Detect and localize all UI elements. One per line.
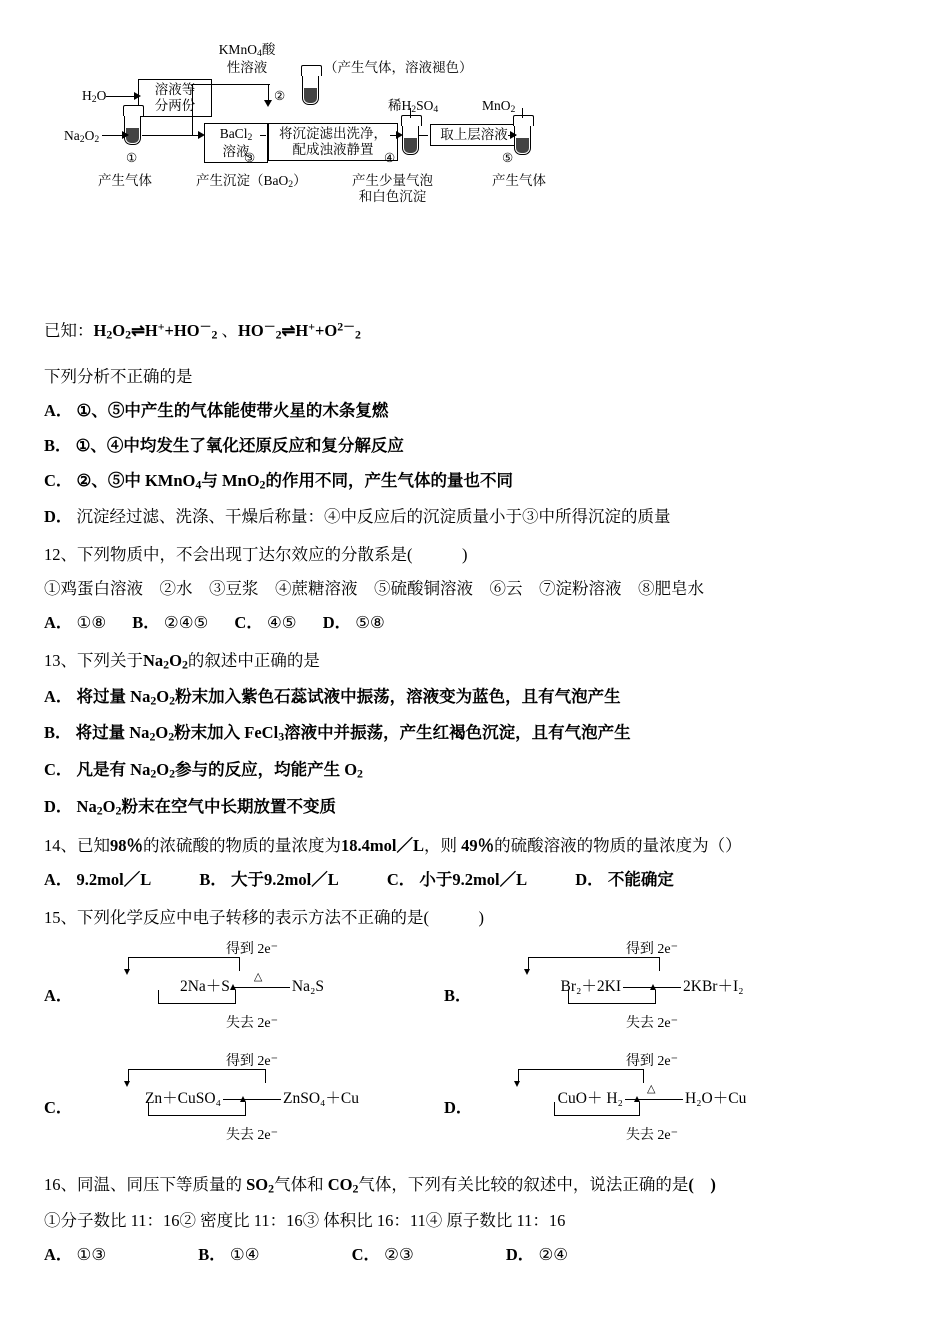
diagram-label-dilute-h2so4: 稀$H_2SO_4$ — [388, 98, 439, 116]
q13-option-c-key: C． — [44, 760, 73, 780]
q15-option-a-key: A． — [44, 986, 73, 1006]
question-13 — [44, 647, 906, 818]
q13-option-b — [44, 719, 906, 745]
q13-option-d-text: $Na_2O_2$粉末在空气中长期放置不变质 — [76, 796, 336, 818]
q11-option-c-key: C． — [44, 470, 73, 490]
q14-option-c-text: 小于9.2mol／L — [419, 870, 528, 890]
diagram-label-h2o: $H_2O$ — [82, 88, 107, 106]
q15-option-a-figure — [44, 938, 444, 1038]
known-equation: 已知：$H_2O_2\rightleftharpoons H^++HO^-_2$ 、$HO^-_2\rightleftharpoons H^++O^{2-}_2$ — [44, 319, 361, 342]
experiment-flow-diagram — [62, 38, 602, 303]
q12-options — [44, 609, 906, 633]
bracket — [148, 1102, 246, 1116]
diagram-box-bacl2: BaCl$_2$ 溶液 — [204, 123, 268, 163]
q15-a-lose-label: 失去 2e⁻ — [225, 1016, 279, 1032]
diagram-connector — [260, 135, 266, 136]
diagram-arrow — [134, 92, 141, 100]
diagram-box-take-upper: 取上层溶液 — [430, 124, 518, 146]
q11-option-a-text: ①、⑤中产生的气体能使带火星的木条复燃 — [76, 400, 389, 420]
bracket — [128, 1069, 266, 1083]
q11-option-d-text: 沉淀经过滤、洗涤、干燥后称量：④中反应后的沉淀质量小于③中所得沉淀的质量 — [76, 507, 671, 527]
q16-option-a-text: ①③ — [76, 1244, 107, 1264]
q12-option-d-key: D． — [322, 613, 352, 633]
q16-option-d-key: D． — [505, 1244, 535, 1264]
q13-option-c — [44, 756, 906, 782]
q13-option-a — [44, 683, 906, 709]
q14-option-c-key: C． — [386, 870, 416, 890]
q13-option-a-key: A． — [44, 686, 73, 706]
q11-option-c — [44, 467, 906, 493]
q15-option-c-figure — [44, 1050, 444, 1150]
q11-option-b-text: ①、④中均发生了氧化还原反应和复分解反应 — [75, 435, 404, 455]
q16-option-c-text: ②③ — [384, 1244, 414, 1264]
diagram-drop — [410, 108, 411, 118]
q15-d-equation: CuO＋ H₂ △ H₂O＋Cu — [472, 1086, 832, 1108]
q12-option-b-text: ②④⑤ — [163, 613, 209, 633]
question-14 — [44, 832, 906, 890]
q15-option-b-figure — [444, 938, 844, 1038]
bracket — [554, 1102, 640, 1116]
diagram-box-wash: 将沉淀滤出洗净， 配成浊液静置 — [268, 123, 398, 161]
q13-option-d — [44, 793, 906, 819]
diagram-connector — [192, 84, 270, 85]
document-content — [44, 38, 906, 1276]
diagram-arrow — [510, 131, 517, 139]
q11-option-d-key: D． — [44, 507, 73, 527]
bracket — [518, 1069, 644, 1083]
diagram-label-na2o2: $Na_2O_2$ — [64, 128, 100, 146]
q16-option-c-key: C． — [351, 1244, 381, 1264]
q12-option-a-key: A． — [44, 613, 73, 633]
diagram-box-split: 溶液等 分两份 — [138, 79, 212, 117]
q15-b-equation: Br₂＋2KI 2KBr＋I₂ — [560, 978, 744, 996]
diagram-output-3: 产生沉淀（BaO$_2$） — [196, 173, 307, 191]
diagram-arrow — [198, 131, 205, 139]
q15-figures — [44, 938, 906, 1153]
q12-option-c-text: ④⑤ — [266, 613, 297, 633]
q15-option-d-key: D． — [444, 1098, 473, 1118]
arrow — [230, 984, 236, 990]
q13-option-a-text: 将过量 $Na_2O_2$粉末加入紫色石蕊试液中振荡，溶液变为蓝色，且有气泡产生 — [76, 686, 621, 708]
q12-option-c-key: C． — [234, 613, 263, 633]
q14-options — [44, 866, 906, 890]
q15-c-gain-label: 得到 2e⁻ — [225, 1054, 279, 1070]
q11-option-b-key: B． — [44, 435, 72, 455]
q11-option-a — [44, 397, 906, 421]
q14-stem: 14、已知98％的浓硫酸的物质的量浓度为18.4mol／L，则 49％的硫酸溶液的物质的量浓度为（） — [44, 836, 742, 856]
q16-options — [44, 1241, 906, 1265]
diagram-step-3-number: ③ — [244, 151, 256, 165]
arrow — [240, 1096, 246, 1102]
bracket — [528, 957, 660, 971]
diagram-tube-1 — [124, 108, 141, 145]
diagram-label-kmno4: KMnO$_4$酸 性溶液 — [208, 40, 286, 78]
q15-c-lose-label: 失去 2e⁻ — [225, 1128, 279, 1144]
q12-option-a-text: ①⑧ — [76, 613, 107, 633]
diagram-arrow — [396, 131, 403, 139]
diagram-connector — [418, 135, 428, 136]
q13-option-d-key: D． — [44, 796, 73, 816]
diagram-connector — [102, 135, 124, 136]
arrow — [650, 984, 656, 990]
question-15 — [44, 904, 906, 1153]
q15-stem: 15、下列化学反应中电子转移的表示方法不正确的是( ) — [44, 908, 484, 928]
diagram-drop — [522, 108, 523, 118]
q16-option-d-text: ②④ — [538, 1244, 569, 1264]
diagram-label-mno2: MnO$_2$ — [482, 98, 516, 116]
q14-option-a-key: A． — [44, 870, 73, 890]
diagram-connector — [106, 96, 136, 97]
diagram-connector — [192, 84, 193, 136]
q11-option-b — [44, 432, 906, 456]
q15-b-gain-label: 得到 2e⁻ — [625, 942, 679, 958]
diagram-step-1-number: ① — [126, 151, 138, 165]
q15-b-lose-label: 失去 2e⁻ — [625, 1016, 679, 1032]
diagram-step-2-number: ② — [274, 89, 286, 103]
q12-option-d-text: ⑤⑧ — [355, 613, 385, 633]
q15-a-gain-label: 得到 2e⁻ — [225, 942, 279, 958]
diagram-step-4-number: ④ — [384, 151, 396, 165]
q15-option-d-figure — [444, 1050, 844, 1150]
diagram-step-5-number: ⑤ — [502, 151, 514, 165]
q14-option-b-key: B． — [199, 870, 227, 890]
q13-option-c-text: 凡是有 $Na_2O_2$参与的反应，均能产生 $O_2$ — [76, 760, 363, 781]
q16-option-b-text: ①④ — [229, 1244, 260, 1264]
q13-option-b-key: B． — [44, 723, 72, 743]
q12-items: ①鸡蛋白溶液 ②水 ③豆浆 ④蔗糖溶液 ⑤硫酸铜溶液 ⑥云 ⑦淀粉溶液 ⑧肥皂水 — [44, 579, 704, 599]
q15-c-equation: Zn＋CuSO₄ ZnSO₄＋Cu — [144, 1090, 360, 1108]
q11-option-c-text: ②、⑤中 KMnO$_4$与 MnO$_2$的作用不同，产生气体的量也不同 — [76, 470, 513, 492]
arrow — [634, 1096, 640, 1102]
diagram-arrow — [264, 100, 272, 107]
diagram-tube-4 — [402, 118, 419, 155]
diagram-tube-2 — [302, 68, 319, 105]
q16-option-a-key: A． — [44, 1244, 73, 1264]
q11-option-a-key: A． — [44, 400, 73, 420]
bracket — [568, 990, 656, 1004]
q12-stem: 12、下列物质中，不会出现丁达尔效应的分散系是( ) — [44, 545, 468, 565]
diagram-output-1: 产生气体 — [98, 173, 152, 188]
diagram-result-2: （产生气体，溶液褪色） — [324, 60, 473, 75]
diagram-output-4: 产生少量气泡 和白色沉淀 — [352, 173, 433, 205]
q15-option-b-key: B． — [444, 986, 472, 1006]
q16-option-b-key: B． — [198, 1244, 226, 1264]
question-16 — [44, 1171, 906, 1265]
q11-stem: 下列分析不正确的是 — [44, 366, 193, 386]
q15-a-equation: 2Na＋S △ Na₂S — [72, 974, 432, 996]
bracket — [158, 990, 236, 1004]
q14-option-d-key: D． — [575, 870, 604, 890]
q15-option-c-key: C． — [44, 1098, 73, 1118]
diagram-arrow — [122, 131, 129, 139]
q16-items: ①分子数比 11：16② 密度比 11：16③ 体积比 16：11④ 原子数比 11：16 — [44, 1210, 566, 1230]
known-mid: 、 — [221, 321, 239, 340]
q11-option-d — [44, 503, 906, 527]
bracket — [128, 957, 240, 971]
diagram-output-5: 产生气体 — [492, 173, 546, 188]
q12-option-b-key: B． — [132, 613, 160, 633]
q14-option-a-text: 9.2mol／L — [76, 870, 152, 890]
q15-d-lose-label: 失去 2e⁻ — [625, 1128, 679, 1144]
q13-option-b-text: 将过量 $Na_2O_2$粉末加入 FeCl$_3$溶液中并振荡，产生红褐色沉淀，且有气泡产生 — [75, 723, 631, 745]
q14-option-b-text: 大于9.2mol／L — [231, 870, 339, 890]
q14-option-d-text: 不能确定 — [607, 870, 674, 890]
q15-d-gain-label: 得到 2e⁻ — [625, 1054, 679, 1070]
question-12 — [44, 541, 906, 633]
known-prefix: 已知： — [44, 321, 94, 340]
q16-stem: 16、同温、同压下等质量的 $SO_2$气体和 $CO_2$气体，下列有关比较的叙述中，说法正确的是( ) — [44, 1175, 716, 1196]
q13-stem: 13、下列关于$Na_2O_2$的叙述中正确的是 — [44, 651, 320, 672]
